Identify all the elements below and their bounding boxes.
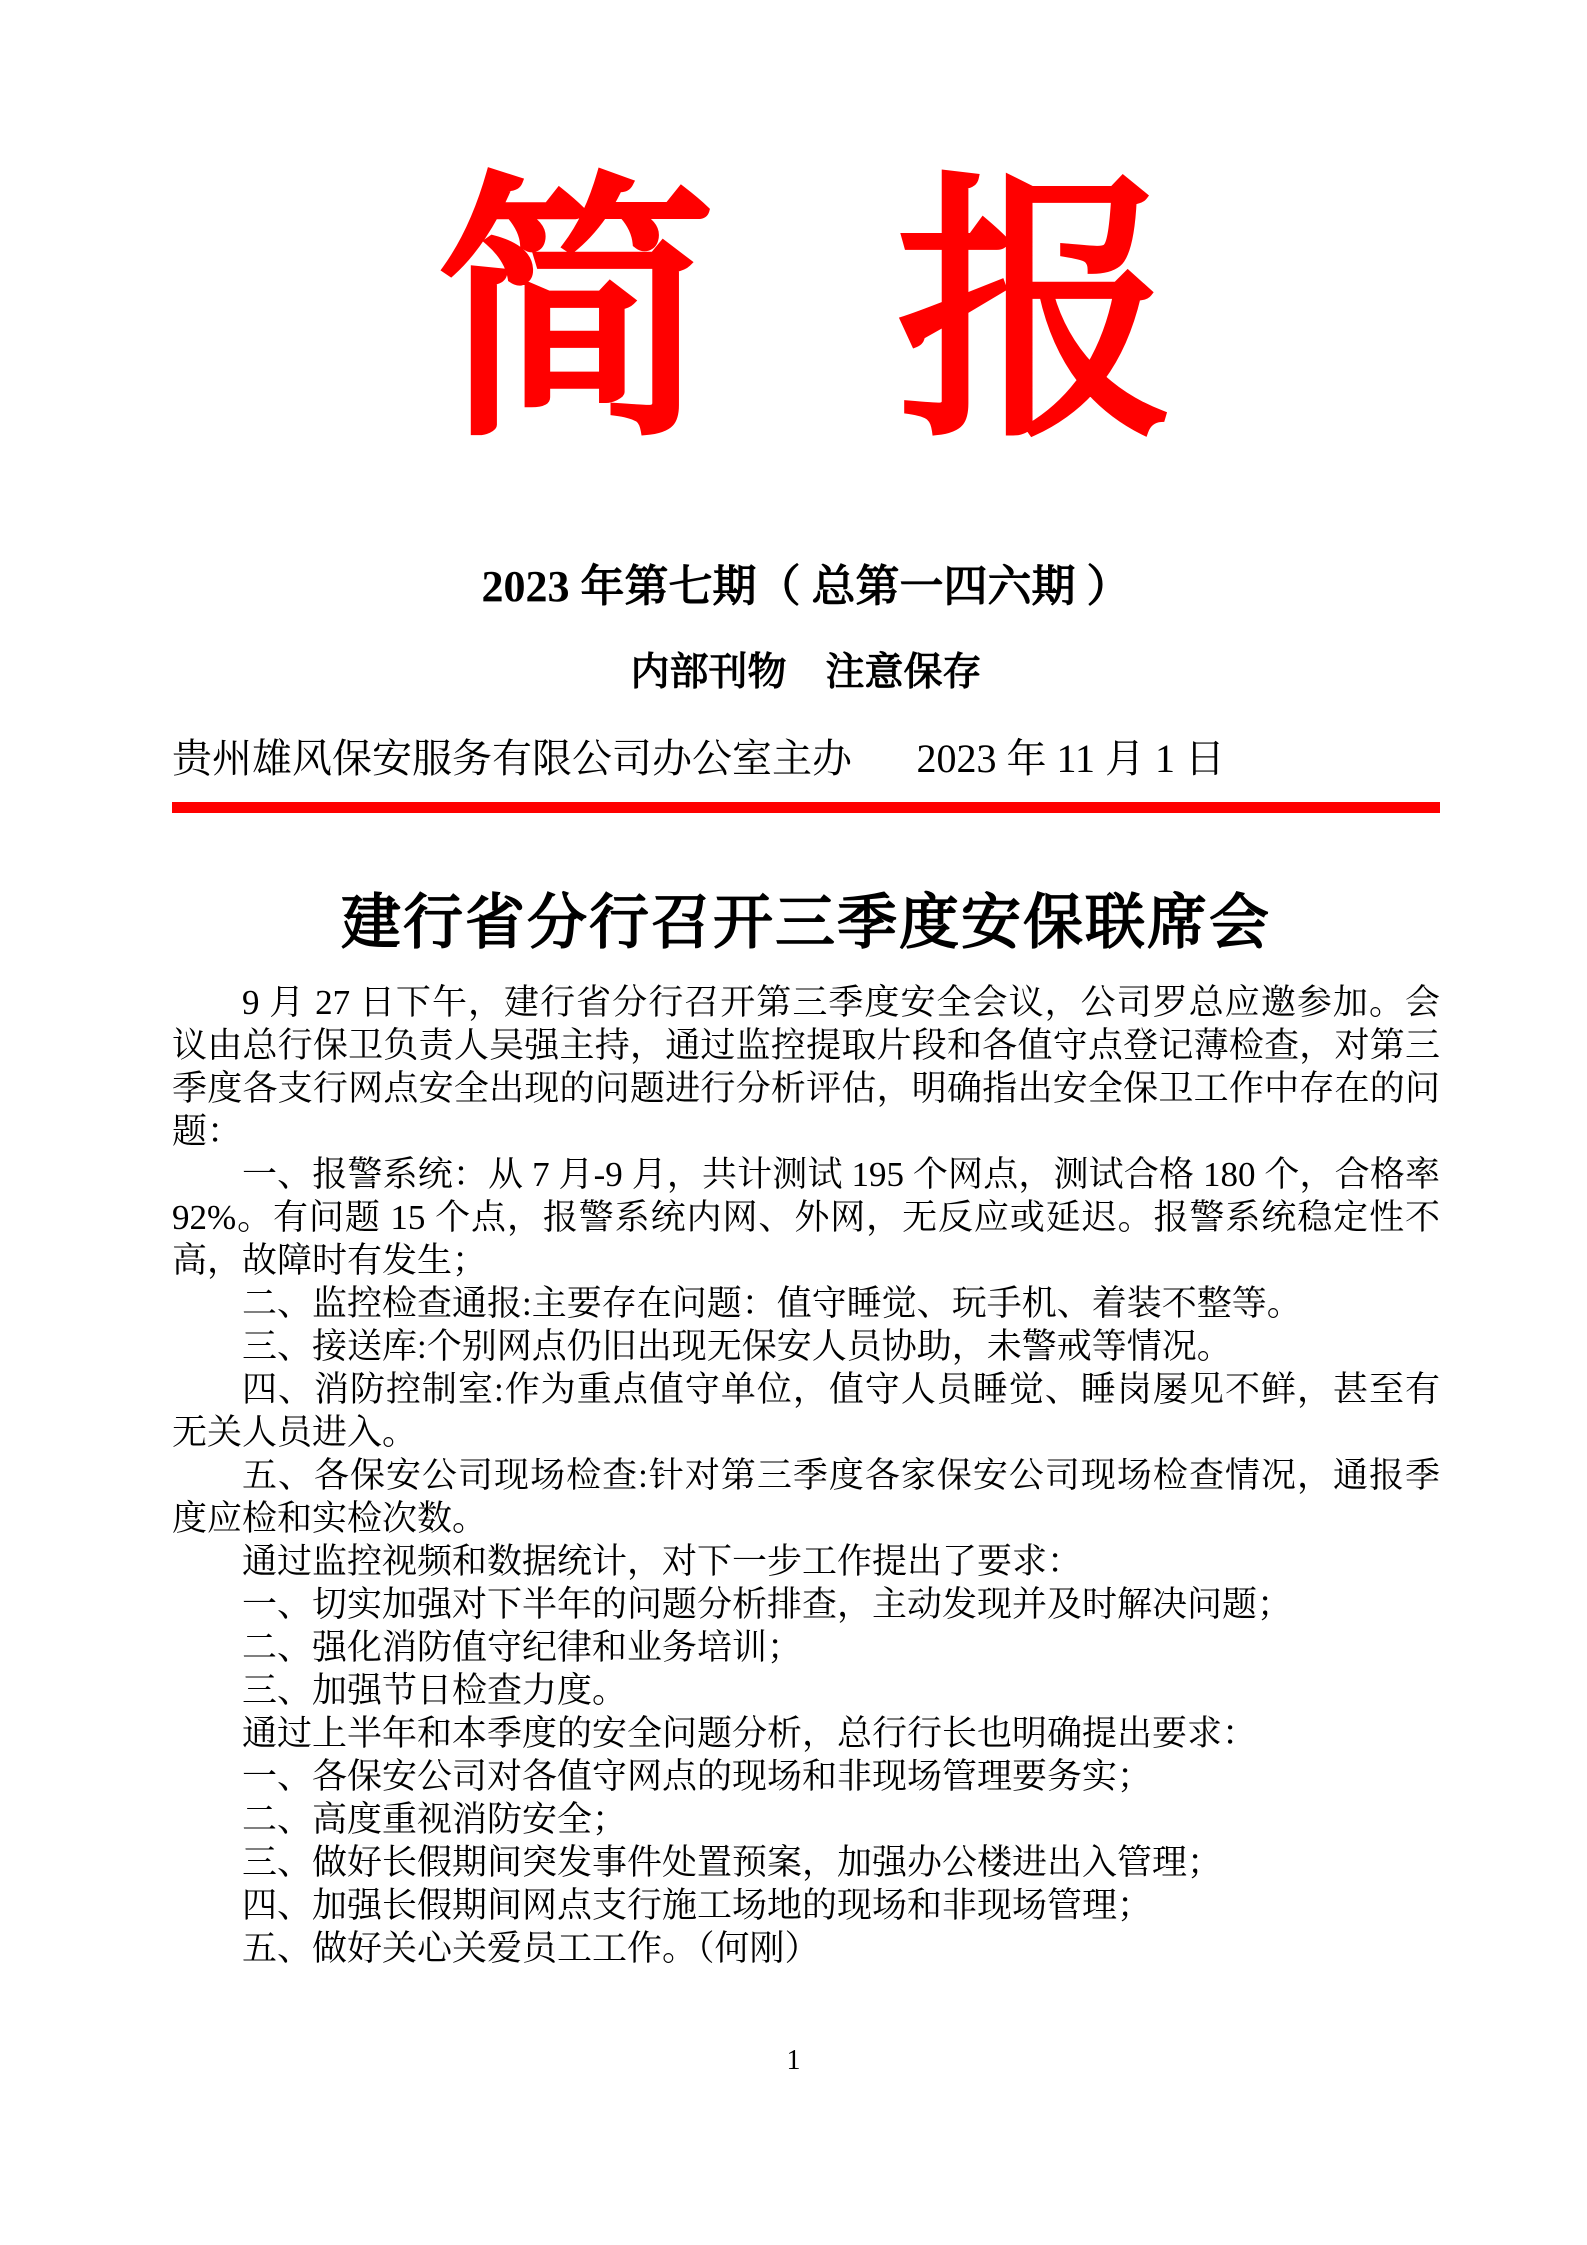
article-paragraph: 三、加强节日检查力度。 [242,1671,628,1710]
article-paragraph: 二、监控检查通报:主要存在问题：值守睡觉、玩手机、着装不整等。 [242,1284,1302,1323]
bulletin-title: 简 报 [436,159,1176,470]
article-paragraph: 三、做好长假期间突发事件处置预案，加强办公楼进出入管理； [242,1843,1223,1882]
publisher-name: 贵州雄风保安服务有限公司办公室主办 [172,736,852,781]
article-paragraph: 五、做好关心关爱员工工作。（何刚） [242,1929,820,1968]
article-paragraph: 二、强化消防值守纪律和业务培训； [242,1628,803,1667]
page-number: 1 [786,2045,801,2076]
article-paragraph: 二、高度重视消防安全； [242,1800,628,1839]
article-body [172,981,1440,1970]
issue-number-line: 2023 年第七期（ 总第一四六期 ） [481,562,1131,611]
article-paragraph: 五、各保安公司现场检查:针对第三季度各家保安公司现场检查情况，通报季度应检和实检次数。 [172,1456,1440,1538]
article-paragraph: 9 月 27 日下午，建行省分行召开第三季度安全会议，公司罗总应邀参加。会议由总行保卫负责人吴强主持，通过监控提取片段和各值守点登记薄检查，对第三季度各支行网点安全出现的问题进行分析评估，明确指出安全保卫工作中存在的问题： [172,983,1440,1151]
publication-date: 2023 年 11 月 1 日 [916,736,1225,781]
page-content [0,150,1587,1970]
article-paragraph: 通过上半年和本季度的安全问题分析，总行行长也明确提出要求： [242,1714,1258,1753]
article-paragraph: 一、切实加强对下半年的问题分析排查，主动发现并及时解决问题； [242,1585,1293,1624]
article-paragraph: 四、消防控制室:作为重点值守单位，值守人员睡觉、睡岗屡见不鲜，甚至有无关人员进入。 [172,1370,1440,1452]
article-heading: 建行省分行召开三季度安保联席会 [341,890,1271,956]
internal-notice-line: 内部刊物 注意保存 [630,651,982,694]
red-divider-rule [172,802,1440,813]
article-paragraph: 通过监控视频和数据统计，对下一步工作提出了要求： [242,1542,1083,1581]
article-paragraph: 一、各保安公司对各值守网点的现场和非现场管理要务实； [242,1757,1153,1796]
article-paragraph: 四、加强长假期间网点支行施工场地的现场和非现场管理； [242,1886,1153,1925]
article-paragraph: 一、报警系统：从 7 月-9 月，共计测试 195 个网点，测试合格 180 个，合格率 92%。有问题 15 个点，报警系统内网、外网，无反应或延迟。报警系统稳定性不高，故障时有发生； [172,1155,1440,1280]
publisher-line [172,734,1440,784]
article-paragraph: 三、接送库:个别网点仍旧出现无保安人员协助，未警戒等情况。 [242,1327,1232,1366]
